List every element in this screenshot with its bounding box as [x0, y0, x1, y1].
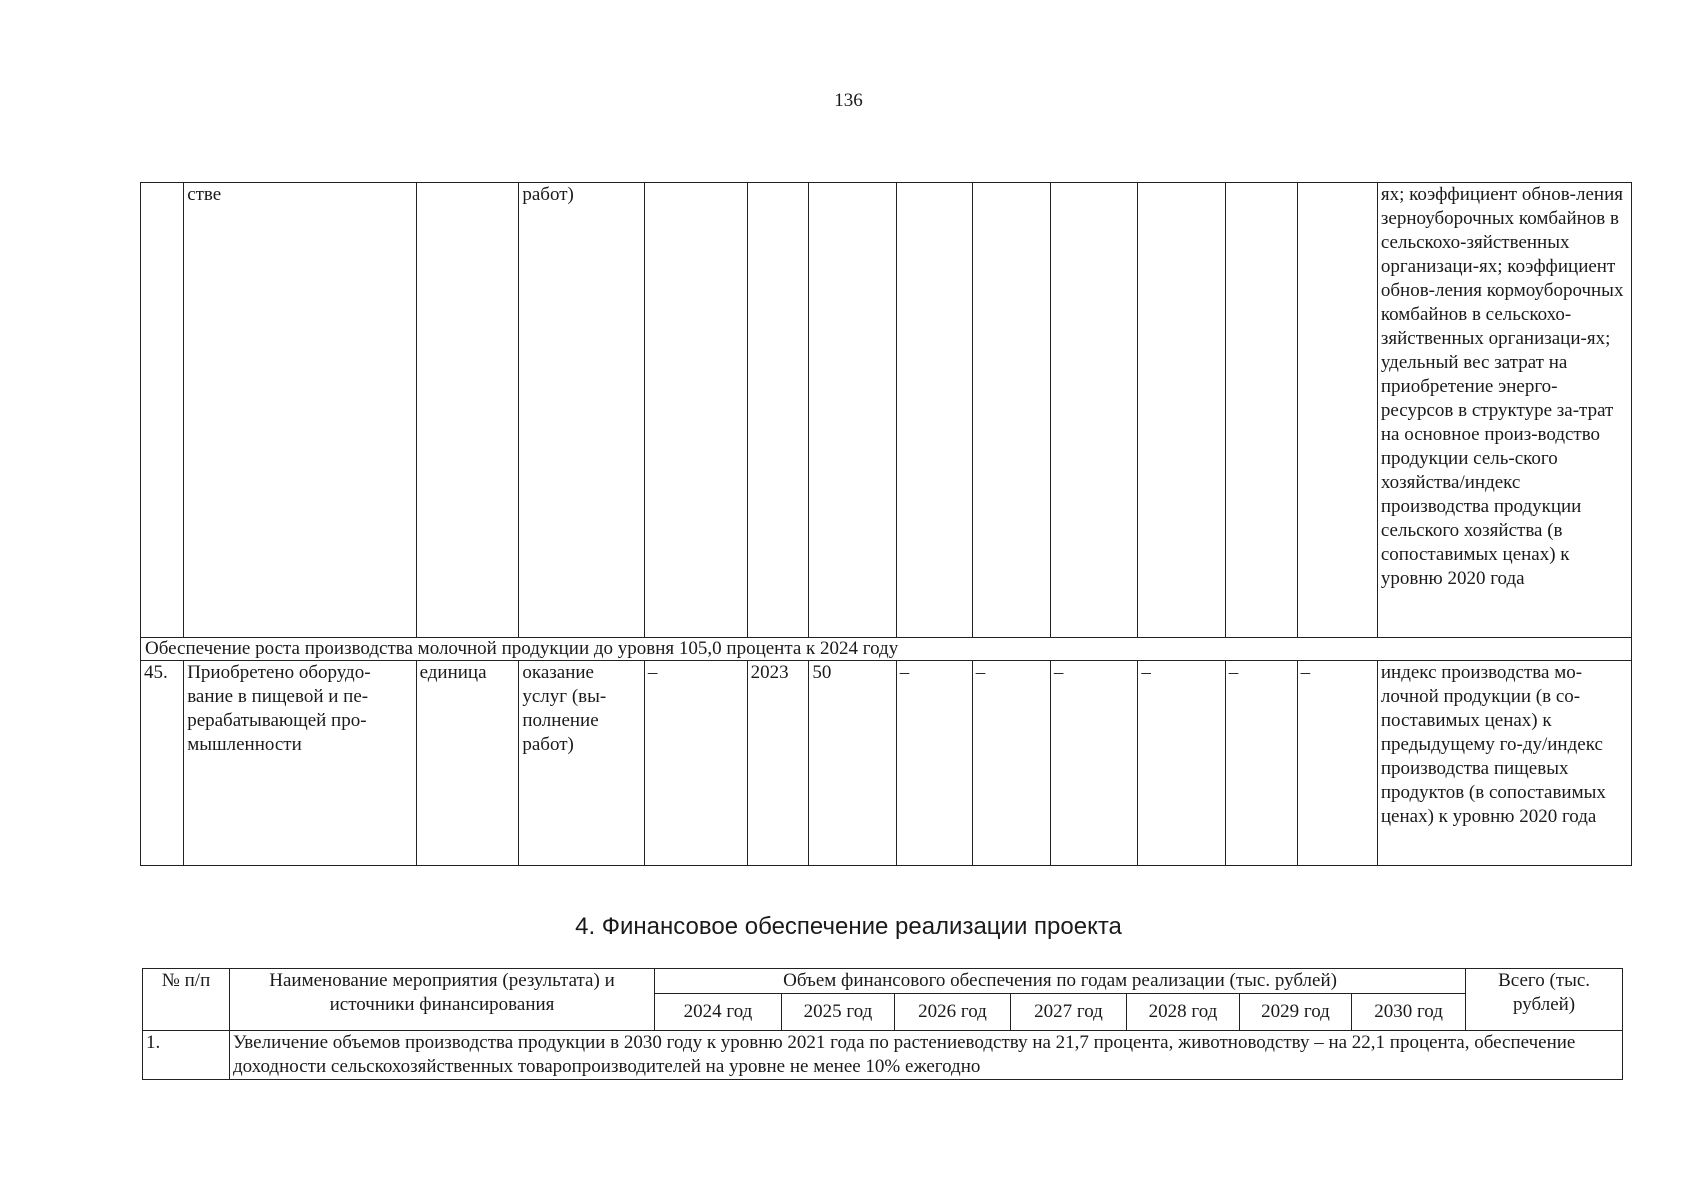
header-year-2028: 2028 год [1127, 994, 1240, 1031]
cell-base-value: – [644, 661, 747, 866]
cell-2027: – [1050, 661, 1137, 866]
header-year-2029: 2029 год [1240, 994, 1352, 1031]
table-row-1 [143, 1031, 1623, 1080]
cell-2027 [1050, 183, 1137, 638]
cell-name: Приобретено оборудо-вание в пищевой и пе-рерабатывающей про-мышленности [184, 661, 416, 866]
table-row-45 [141, 661, 1632, 866]
cell-2030 [1297, 183, 1377, 638]
cell-base-year: 2023 [747, 661, 809, 866]
section-title: Обеспечение роста производства молочной продукции до уровня 105,0 процента к 2024 году [141, 638, 1632, 661]
header-name: Наименование мероприятия (результата) и источники финансирования [230, 969, 655, 1031]
header-number: № п/п [143, 969, 230, 1031]
cell-goal-text: Увеличение объемов производства продукции в 2030 году к уровню 2021 года по растениеводству на 21,7 процента, животноводству – на 22,1 процента, обеспечение доходности сельскохозяйственных товаропроизводителей на уровне не менее 10% ежегодно [230, 1031, 1623, 1080]
table-section-row [141, 638, 1632, 661]
cell-number: 1. [143, 1031, 230, 1080]
header-year-2027: 2027 год [1011, 994, 1127, 1031]
cell-2030: – [1297, 661, 1377, 866]
table-row-continued [141, 183, 1632, 638]
cell-2028 [1138, 183, 1225, 638]
cell-indicator: ях; коэффициент обнов-ления зерноуборочных комбайнов в сельскохо-зяйственных организаци-ях; коэффициент обнов-ления кормоуборочных комбайнов в сельскохо-зяйственных организаци-ях; удельный вес затрат на приобретение энерго-ресурсов в структуре за-трат на основное произ-водство продукции сель-ского хозяйства/индекс производства продукции сельского хозяйства (в сопоставимых ценах) к уровню 2020 года [1377, 183, 1631, 638]
financing-table [142, 968, 1623, 1080]
cell-number [141, 183, 184, 638]
cell-2029 [1225, 183, 1297, 638]
cell-base-year [747, 183, 809, 638]
cell-2025: – [896, 661, 972, 866]
cell-indicator: индекс производства мо-лочной продукции (в со-поставимых ценах) к предыдущему го-ду/индекс производства пищевых продуктов (в сопоставимых ценах) к уровню 2020 года [1377, 661, 1631, 866]
header-year-2026: 2026 год [895, 994, 1011, 1031]
cell-2026: – [972, 661, 1050, 866]
cell-2026 [972, 183, 1050, 638]
cell-2024: 50 [809, 661, 896, 866]
section-heading: 4. Финансовое обеспечение реализации проекта [575, 913, 1122, 940]
header-row-1 [143, 969, 1623, 994]
cell-type: работ) [519, 183, 644, 638]
header-year-2025: 2025 год [782, 994, 895, 1031]
cell-unit [416, 183, 519, 638]
cell-base-value [644, 183, 747, 638]
header-year-2030: 2030 год [1352, 994, 1466, 1031]
cell-2025 [896, 183, 972, 638]
page-number: 136 [834, 90, 863, 111]
cell-number: 45. [141, 661, 184, 866]
cell-name: стве [184, 183, 416, 638]
header-total: Всего (тыс. рублей) [1466, 969, 1623, 1031]
header-year-2024: 2024 год [655, 994, 782, 1031]
cell-type: оказание услуг (вы-полнение работ) [519, 661, 644, 866]
header-volume: Объем финансового обеспечения по годам реализации (тыс. рублей) [655, 969, 1466, 994]
cell-2028: – [1138, 661, 1225, 866]
cell-2024 [809, 183, 896, 638]
cell-unit: единица [416, 661, 519, 866]
indicators-table [140, 182, 1632, 866]
cell-2029: – [1225, 661, 1297, 866]
